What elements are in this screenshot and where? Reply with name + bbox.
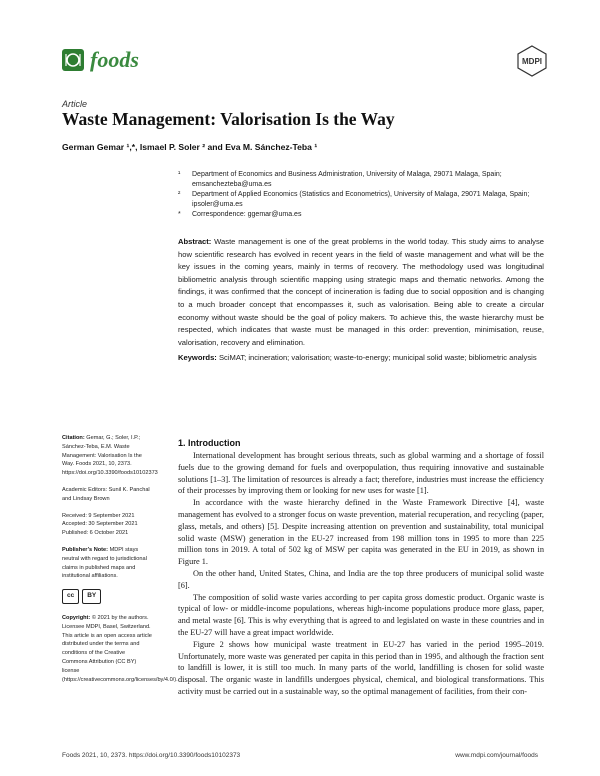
paragraph: On the other hand, United States, China, and India are the top three producers of municipal solid waste [6]. [178, 568, 544, 590]
copyright: Copyright: © 2021 by the authors. Licensee MDPI, Basel, Switzerland. This article is an open access article distributed under the terms and conditions of the Creative Commons Attribution (CC BY) license (https://creativecommons.org/licenses/by/4.0/). [62, 614, 178, 683]
abstract: Abstract: Waste management is one of the great problems in the world today. This study aims to analyse how scientific research has evolved in recent years in the field of waste management and what will be the key issues in the coming years, mainly in terms of recovery. The methodology used was longitudinal bibliometric analysis through scientific mapping using strategic maps and thematic networks. Among the findings, it was confirmed that the concept of incineration is fading due to social opposition and is changing to a much broader concept that encompasses it, such as valorisation. Being able to create a circular economy without waste should be the goal of policy makers. To achieve this, the waste hierarchy must be respected, which indicates that waste must be managed in this order: prevention, minimisation, reuse, valorisation, recovery and elimination. [178, 237, 544, 347]
introduction-body [178, 450, 544, 698]
foods-logo-icon [62, 49, 84, 71]
paragraph: International development has brought serious threats, such as global warming and a shortage of fossil fuels due to the growing demand for fuels and overpopulation, thus requiring innovative and sustainable solutions [1–3]. The limitation of resources is already a fact; therefore, industries must increase the efficiency of their processes by improving them or looking for new uses for waste [1]. [178, 451, 544, 496]
publisher-note: Publisher’s Note: MDPI stays neutral with regard to jurisdictional claims in published maps and institutional affiliations. [62, 546, 147, 580]
academic-editors: Academic Editors: Sunil K. Panchal and Lindsay Brown [62, 486, 150, 502]
article-type: Article [62, 99, 88, 109]
article-title: Waste Management: Valorisation Is the Way [62, 109, 395, 129]
correspondence: * Correspondence: ggemar@uma.es [178, 211, 302, 218]
paragraph: Figure 2 shows how municipal waste treatment in EU-27 has varied in the period 1995–2019. Unfortunately, more waste was generated per capita in this period than in 1995, and although the fraction sent to landfill is lower, it is still too much. In many parts of the world, landfilling is chosen for solid waste disposal. The organic waste in landfills undergoes physical, chemical, and biological transformations. This activity must be carried out in a sustainable way, so the optimal management of facilities, from their con- [178, 639, 544, 696]
mdpi-logo [514, 45, 550, 77]
journal-name: foods [90, 47, 139, 72]
cc-by-license-icon: cc BY [62, 589, 152, 604]
paragraph: The composition of solid waste varies according to per capita gross domestic product. Organic waste is typical of low- or middle-income populations, whereas high-income populations produce more glass, paper, and metal waste [6]. This is why everything that is agreed to and legislated on waste in these countries and in the EU-27 will have a great impact worldwide. [178, 592, 544, 637]
dates: Received: 9 September 2021 Accepted: 30 September 2021 Published: 6 October 2021 [62, 512, 138, 537]
footer-url: www.mdpi.com/journal/foods [455, 752, 538, 759]
affiliation-2: ² Department of Applied Economics (Statistics and Econometrics), University of Malaga, 29071 Malaga, Spain; ipsoler@uma.es [178, 191, 530, 208]
keywords: Keywords: SciMAT; incineration; valorisation; waste-to-energy; municipal solid waste; bibliometric analysis [178, 353, 537, 362]
footer-citation: Foods 2021, 10, 2373. https://doi.org/10.3390/foods10102373 [62, 752, 241, 759]
section-heading: 1. Introduction [178, 438, 241, 448]
paragraph: In accordance with the waste hierarchy defined in the Waste Framework Directive [4], waste management has evolved to a stronger focus on waste prevention, material recuperation, and recycling (paper, glass, metals, and others) [5]. Despite increasing attention on prevention and sustainability, total municipal solid waste (MSW) generation in the EU-27 increased from 198 million tons in 1995 to more than 225 million tons in 2019. A total of 502 kg of MSW per capita was generated in the EU in 2019, as shown in Figure 1. [178, 498, 544, 567]
authors: German Gemar ¹,*, Ismael P. Soler ² and Eva M. Sánchez-Teba ¹ [62, 142, 318, 152]
citation: Citation: Gemar, G.; Soler, I.P.; Sánchez-Teba, E.M. Waste Management: Valorisation Is the Way. Foods 2021, 10, 2373. https://doi.org/10.3390/foods10102373 [62, 435, 158, 477]
affiliation-1: ¹ Department of Economics and Business Administration, University of Malaga, 29071 Malaga, Spain; emsanchezteba@uma.es [178, 171, 502, 188]
sidebar [62, 434, 178, 692]
affiliations [178, 170, 548, 220]
svg-text:MDPI: MDPI [522, 57, 542, 66]
